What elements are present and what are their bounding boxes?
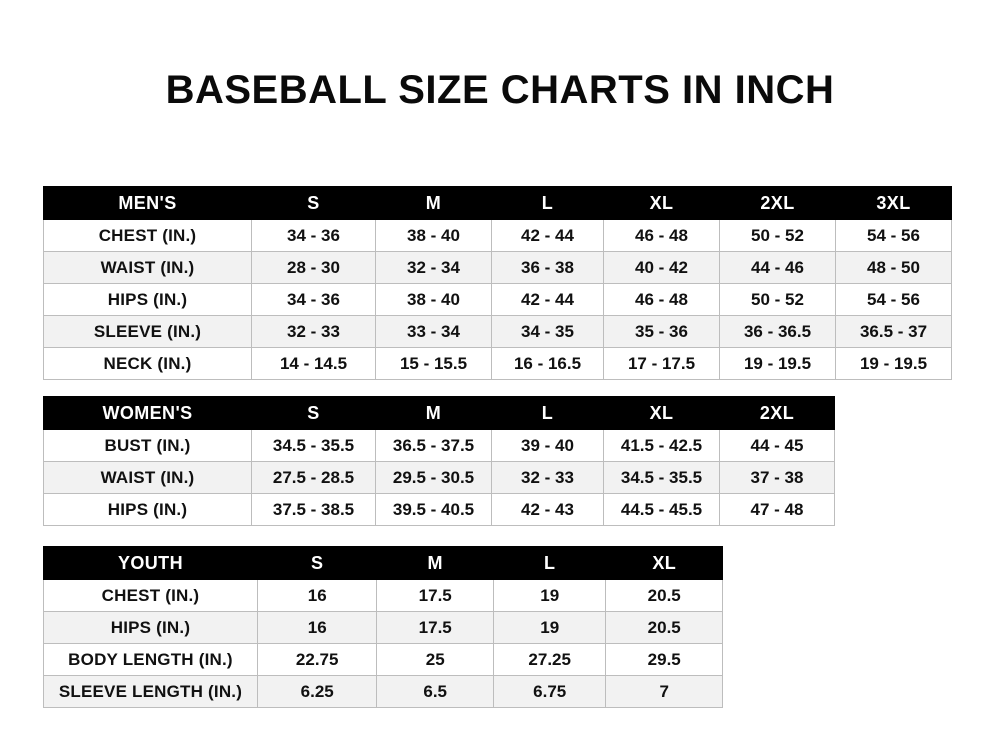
womens-row-0-label: BUST (IN.) bbox=[44, 430, 252, 462]
womens-cell-2-3: 44.5 - 45.5 bbox=[604, 494, 720, 526]
youth-cell-3-3: 7 bbox=[606, 676, 723, 708]
womens-header-cell-1: S bbox=[252, 397, 376, 430]
mens-cell-3-2: 34 - 35 bbox=[492, 316, 604, 348]
womens-cell-0-3: 41.5 - 42.5 bbox=[604, 430, 720, 462]
youth-cell-3-1: 6.5 bbox=[377, 676, 494, 708]
youth-header-cell-3: L bbox=[493, 547, 605, 580]
mens-cell-3-0: 32 - 33 bbox=[252, 316, 376, 348]
mens-header-cell-1: S bbox=[252, 187, 376, 220]
mens-cell-4-3: 17 - 17.5 bbox=[604, 348, 720, 380]
table-row bbox=[44, 580, 723, 612]
table-row bbox=[44, 316, 952, 348]
mens-table-header bbox=[44, 187, 952, 220]
youth-cell-0-1: 17.5 bbox=[377, 580, 494, 612]
mens-cell-4-0: 14 - 14.5 bbox=[252, 348, 376, 380]
mens-cell-0-3: 46 - 48 bbox=[604, 220, 720, 252]
mens-cell-0-2: 42 - 44 bbox=[492, 220, 604, 252]
youth-cell-1-2: 19 bbox=[493, 612, 605, 644]
table-row bbox=[44, 494, 835, 526]
youth-size-table bbox=[43, 546, 723, 708]
mens-header-cell-6: 3XL bbox=[836, 187, 952, 220]
womens-cell-0-0: 34.5 - 35.5 bbox=[252, 430, 376, 462]
womens-header-cell-5: 2XL bbox=[720, 397, 835, 430]
youth-cell-2-1: 25 bbox=[377, 644, 494, 676]
mens-cell-1-1: 32 - 34 bbox=[376, 252, 492, 284]
mens-header-cell-3: L bbox=[492, 187, 604, 220]
mens-row-3-label: SLEEVE (IN.) bbox=[44, 316, 252, 348]
youth-cell-2-2: 27.25 bbox=[493, 644, 605, 676]
youth-row-0-label: CHEST (IN.) bbox=[44, 580, 258, 612]
womens-cell-0-4: 44 - 45 bbox=[720, 430, 835, 462]
youth-header-cell-4: XL bbox=[606, 547, 723, 580]
mens-cell-3-3: 35 - 36 bbox=[604, 316, 720, 348]
table-row bbox=[44, 676, 723, 708]
womens-row-2-label: HIPS (IN.) bbox=[44, 494, 252, 526]
table-header-row bbox=[44, 547, 723, 580]
mens-cell-4-1: 15 - 15.5 bbox=[376, 348, 492, 380]
mens-cell-4-5: 19 - 19.5 bbox=[836, 348, 952, 380]
youth-cell-1-3: 20.5 bbox=[606, 612, 723, 644]
youth-row-3-label: SLEEVE LENGTH (IN.) bbox=[44, 676, 258, 708]
womens-cell-2-1: 39.5 - 40.5 bbox=[376, 494, 492, 526]
womens-header-cell-3: L bbox=[492, 397, 604, 430]
womens-row-1-label: WAIST (IN.) bbox=[44, 462, 252, 494]
table-row bbox=[44, 430, 835, 462]
womens-cell-1-0: 27.5 - 28.5 bbox=[252, 462, 376, 494]
mens-header-cell-5: 2XL bbox=[720, 187, 836, 220]
youth-table-header bbox=[44, 547, 723, 580]
mens-row-0-label: CHEST (IN.) bbox=[44, 220, 252, 252]
mens-cell-2-2: 42 - 44 bbox=[492, 284, 604, 316]
youth-header-cell-1: S bbox=[257, 547, 377, 580]
youth-cell-0-0: 16 bbox=[257, 580, 377, 612]
mens-cell-0-4: 50 - 52 bbox=[720, 220, 836, 252]
table-row bbox=[44, 220, 952, 252]
womens-cell-1-3: 34.5 - 35.5 bbox=[604, 462, 720, 494]
mens-header-cell-4: XL bbox=[604, 187, 720, 220]
table-row bbox=[44, 644, 723, 676]
page-title: BASEBALL SIZE CHARTS IN INCH bbox=[165, 68, 835, 112]
mens-cell-1-0: 28 - 30 bbox=[252, 252, 376, 284]
womens-cell-2-0: 37.5 - 38.5 bbox=[252, 494, 376, 526]
womens-cell-1-4: 37 - 38 bbox=[720, 462, 835, 494]
womens-cell-0-1: 36.5 - 37.5 bbox=[376, 430, 492, 462]
youth-cell-2-0: 22.75 bbox=[257, 644, 377, 676]
womens-size-table bbox=[43, 396, 835, 526]
womens-cell-0-2: 39 - 40 bbox=[492, 430, 604, 462]
mens-header-cell-2: M bbox=[376, 187, 492, 220]
mens-cell-4-2: 16 - 16.5 bbox=[492, 348, 604, 380]
table-row bbox=[44, 348, 952, 380]
youth-cell-1-0: 16 bbox=[257, 612, 377, 644]
mens-cell-1-2: 36 - 38 bbox=[492, 252, 604, 284]
youth-cell-1-1: 17.5 bbox=[377, 612, 494, 644]
mens-cell-4-4: 19 - 19.5 bbox=[720, 348, 836, 380]
mens-cell-2-4: 50 - 52 bbox=[720, 284, 836, 316]
youth-row-1-label: HIPS (IN.) bbox=[44, 612, 258, 644]
table-row bbox=[44, 462, 835, 494]
mens-size-table bbox=[43, 186, 952, 380]
mens-row-2-label: HIPS (IN.) bbox=[44, 284, 252, 316]
youth-cell-3-2: 6.75 bbox=[493, 676, 605, 708]
youth-header-cell-0: YOUTH bbox=[44, 547, 258, 580]
mens-cell-0-5: 54 - 56 bbox=[836, 220, 952, 252]
mens-cell-3-1: 33 - 34 bbox=[376, 316, 492, 348]
youth-cell-0-3: 20.5 bbox=[606, 580, 723, 612]
mens-cell-1-5: 48 - 50 bbox=[836, 252, 952, 284]
table-row bbox=[44, 284, 952, 316]
youth-cell-0-2: 19 bbox=[493, 580, 605, 612]
mens-cell-1-4: 44 - 46 bbox=[720, 252, 836, 284]
youth-row-2-label: BODY LENGTH (IN.) bbox=[44, 644, 258, 676]
womens-header-cell-2: M bbox=[376, 397, 492, 430]
womens-header-cell-0: WOMEN'S bbox=[44, 397, 252, 430]
table-row bbox=[44, 612, 723, 644]
table-row bbox=[44, 252, 952, 284]
womens-table-header bbox=[44, 397, 835, 430]
youth-header-cell-2: M bbox=[377, 547, 494, 580]
womens-cell-1-2: 32 - 33 bbox=[492, 462, 604, 494]
mens-row-1-label: WAIST (IN.) bbox=[44, 252, 252, 284]
table-header-row bbox=[44, 187, 952, 220]
womens-cell-2-2: 42 - 43 bbox=[492, 494, 604, 526]
womens-header-cell-4: XL bbox=[604, 397, 720, 430]
mens-cell-1-3: 40 - 42 bbox=[604, 252, 720, 284]
mens-cell-3-5: 36.5 - 37 bbox=[836, 316, 952, 348]
youth-cell-2-3: 29.5 bbox=[606, 644, 723, 676]
womens-cell-1-1: 29.5 - 30.5 bbox=[376, 462, 492, 494]
mens-cell-0-0: 34 - 36 bbox=[252, 220, 376, 252]
mens-cell-2-5: 54 - 56 bbox=[836, 284, 952, 316]
mens-cell-3-4: 36 - 36.5 bbox=[720, 316, 836, 348]
womens-cell-2-4: 47 - 48 bbox=[720, 494, 835, 526]
mens-row-4-label: NECK (IN.) bbox=[44, 348, 252, 380]
mens-header-cell-0: MEN'S bbox=[44, 187, 252, 220]
mens-cell-2-3: 46 - 48 bbox=[604, 284, 720, 316]
table-header-row bbox=[44, 397, 835, 430]
mens-cell-0-1: 38 - 40 bbox=[376, 220, 492, 252]
mens-cell-2-1: 38 - 40 bbox=[376, 284, 492, 316]
mens-cell-2-0: 34 - 36 bbox=[252, 284, 376, 316]
youth-cell-3-0: 6.25 bbox=[257, 676, 377, 708]
